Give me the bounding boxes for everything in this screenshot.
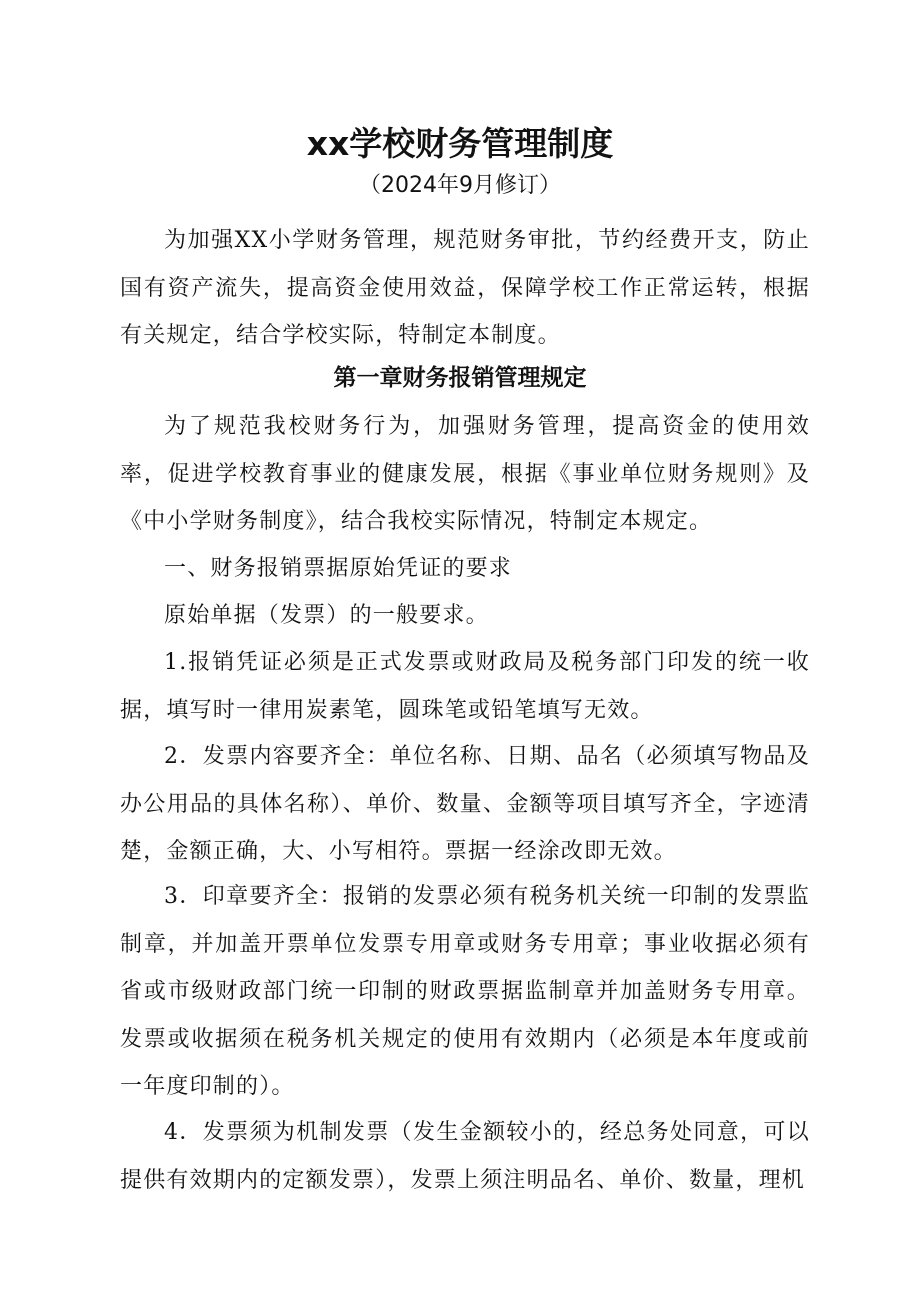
section-heading: 一、财务报销票据原始凭证的要求 [164, 556, 513, 581]
rule-item-3: 3．印章要齐全：报销的发票必须有税务机关统一印制的发票监制章，并加盖开票单位发票专用章或财务专用章；事业收据必须有省或市级财政部门统一印制的财政票据监制章并加盖财务专用章。发票或收据须在税务机关规定的使用有效期内（必须是本年度或前一年度印制的）。 [120, 884, 810, 1099]
document-title: xx学校财务管理制度 [306, 124, 614, 163]
chapter-intro-paragraph: 为了规范我校财务行为，加强财务管理，提高资金的使用效率，促进学校教育事业的健康发展，根据《事业单位财务规则》及《中小学财务制度》，结合我校实际情况，特制定本规定。 [120, 414, 810, 534]
intro-paragraph: 为加强XX小学财务管理，规范财务审批，节约经费开支，防止国有资产流失，提高资金使用效益，保障学校工作正常运转，根据有关规定，结合学校实际，特制定本制度。 [120, 228, 810, 348]
revision-date: （2024年9月修订） [359, 173, 561, 198]
section-note: 原始单据（发票）的一般要求。 [164, 603, 489, 628]
rule-item-4: 4．发票须为机制发票（发生金额较小的，经总务处同意，可以提供有效期内的定额发票），发票上须注明品名、单价、数量，理机 [120, 1120, 810, 1193]
rule-item-2: 2．发票内容要齐全：单位名称、日期、品名（必须填写物品及办公用品的具体名称）、单价、数量、金额等项目填写齐全，字迹清楚，金额正确，大、小写相符。票据一经涂改即无效。 [120, 744, 810, 864]
chapter-heading: 第一章财务报销管理规定 [333, 365, 587, 391]
rule-item-1: 1.报销凭证必须是正式发票或财政局及税务部门印发的统一收据，填写时一律用炭素笔，圆珠笔或铅笔填写无效。 [120, 650, 810, 723]
